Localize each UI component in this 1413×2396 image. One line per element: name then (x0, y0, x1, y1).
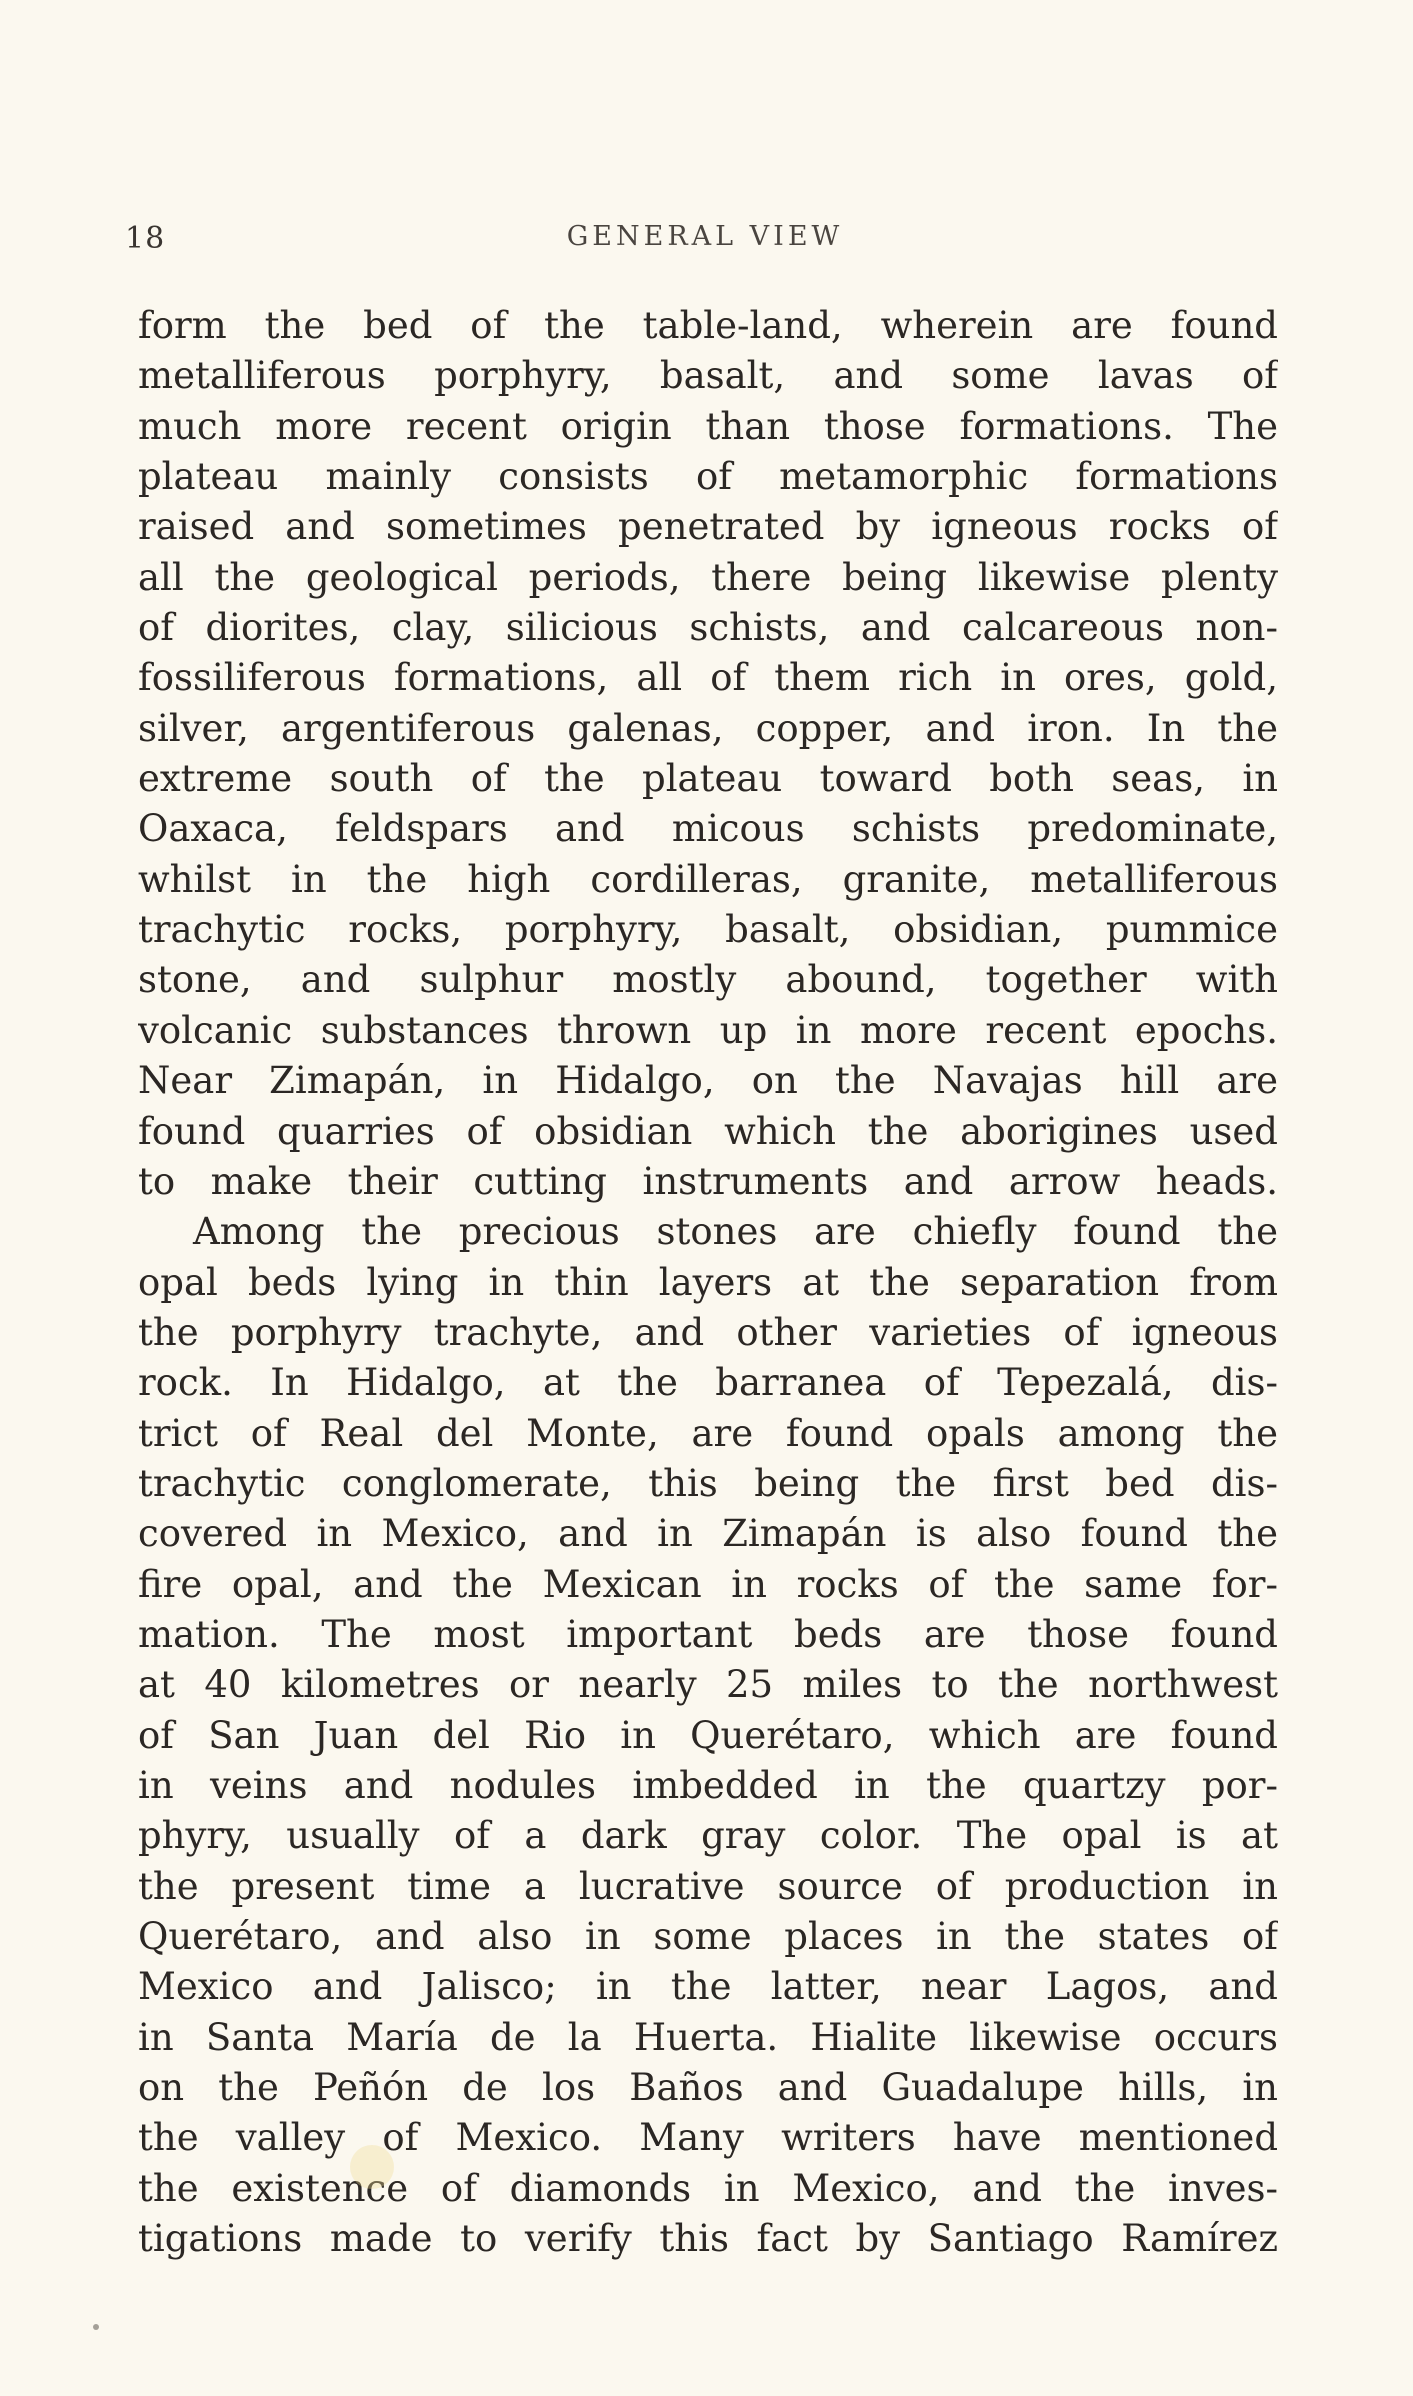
text-line: much more recent origin than those formations. The (138, 404, 1278, 448)
page-number: 18 (125, 221, 166, 256)
text-line: the existence of diamonds in Mexico, and the inves- (138, 2166, 1278, 2210)
text-line: fire opal, and the Mexican in rocks of the same for- (138, 1562, 1278, 1606)
text-line: silver, argentiferous galenas, copper, and iron. In the (138, 706, 1278, 750)
text-line: in Santa María de la Huerta. Hialite likewise occurs (138, 2015, 1278, 2059)
running-head (125, 221, 1285, 261)
text-line: raised and sometimes penetrated by igneous rocks of (138, 505, 1278, 549)
text-line: whilst in the high cordilleras, granite, metalliferous (138, 857, 1278, 901)
text-line: rock. In Hidalgo, at the barranea of Tepezalá, dis- (138, 1361, 1278, 1405)
text-line: opal beds lying in thin layers at the separation from (138, 1260, 1278, 1304)
text-line: extreme south of the plateau toward both seas, in (138, 757, 1278, 801)
text-line: Oaxaca, feldspars and micous schists predominate, (138, 807, 1278, 851)
paper-stain (350, 2145, 394, 2189)
text-line: phyry, usually of a dark gray color. The opal is at (138, 1814, 1278, 1858)
text-line: to make their cutting instruments and arrow heads. (138, 1159, 1278, 1203)
text-line: plateau mainly consists of metamorphic formations (138, 455, 1278, 499)
text-line: found quarries of obsidian which the aborigines used (138, 1109, 1278, 1153)
text-line: trachytic conglomerate, this being the first bed dis- (138, 1461, 1278, 1505)
paper-speck (93, 2324, 99, 2330)
text-line: the valley of Mexico. Many writers have mentioned (138, 2116, 1278, 2160)
text-line: volcanic substances thrown up in more recent epochs. (138, 1008, 1278, 1052)
text-line: trachytic rocks, porphyry, basalt, obsidian, pummice (138, 908, 1278, 952)
text-line: of diorites, clay, silicious schists, and calcareous non- (138, 606, 1278, 650)
text-line: the present time a lucrative source of production in (138, 1864, 1278, 1908)
text-line: Querétaro, and also in some places in the states of (138, 1915, 1278, 1958)
text-line: tigations made to verify this fact by Santiago Ramírez (138, 2217, 1278, 2261)
text-line: Near Zimapán, in Hidalgo, on the Navajas hill are (138, 1059, 1278, 1103)
text-line: stone, and sulphur mostly abound, together with (138, 958, 1278, 1002)
text-line: on the Peñón de los Baños and Guadalupe hills, in (138, 2066, 1278, 2110)
text-line: of San Juan del Rio in Querétaro, which are found (138, 1713, 1278, 1757)
text-line: form the bed of the table-land, wherein are found (138, 304, 1278, 347)
text-line: covered in Mexico, and in Zimapán is also found the (138, 1512, 1278, 1556)
text-line: the porphyry trachyte, and other varieties of igneous (138, 1310, 1278, 1354)
running-title: GENERAL VIEW (566, 221, 844, 252)
body-text (138, 301, 1278, 2264)
text-line: Among the precious stones are chiefly found the (193, 1210, 1278, 1254)
text-line: trict of Real del Monte, are found opals among the (138, 1411, 1278, 1455)
text-line: fossiliferous formations, all of them rich in ores, gold, (138, 656, 1278, 700)
text-line: mation. The most important beds are those found (138, 1612, 1278, 1656)
text-line: at 40 kilometres or nearly 25 miles to the northwest (138, 1663, 1278, 1707)
text-line: metalliferous porphyry, basalt, and some lavas of (138, 354, 1278, 398)
text-line: Mexico and Jalisco; in the latter, near Lagos, and (138, 1965, 1278, 2009)
text-line: in veins and nodules imbedded in the quartzy por- (138, 1763, 1278, 1807)
text-line: all the geological periods, there being likewise plenty (138, 555, 1278, 599)
